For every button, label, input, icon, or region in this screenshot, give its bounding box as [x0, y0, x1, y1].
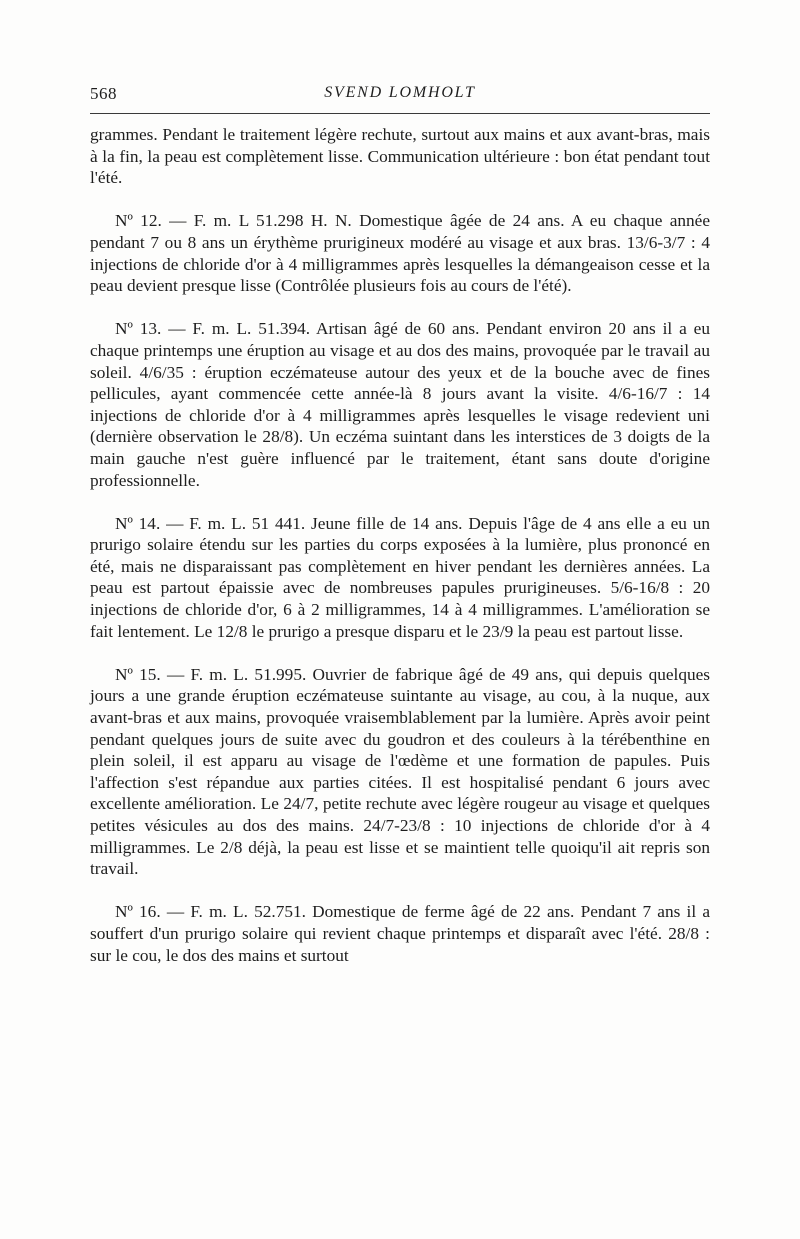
case-paragraph-13: Nº 13. — F. m. L. 51.394. Artisan âgé de 60 ans. Pendant environ 20 ans il a eu chaque printemps une éruption au visage et au dos des mains, provoquée par le travail au soleil. 4/6/35 : éruption eczémateuse autour des yeux et de la bouche avec de fines pellicules, ayant commencée cette année-là 8 jours avant la visite. 4/6-16/7 : 14 injections de chloride d'or à 4 milligrammes après lesquelles le visage redevient uni (dernière observation le 28/8). Un eczéma suintant dans les interstices de 3 doigts de la main gauche n'est guère influencé par le traitement, étant sans doute d'origine professionnelle.: [90, 319, 710, 490]
case-paragraph-16: Nº 16. — F. m. L. 52.751. Domestique de ferme âgé de 22 ans. Pendant 7 ans il a souffert d'un prurigo solaire qui revient chaque printemps et disparaît avec l'été. 28/8 : sur le cou, le dos des mains et surtout: [90, 902, 710, 965]
running-head: SVEND LOMHOLT: [324, 84, 476, 101]
case-paragraph-14: Nº 14. — F. m. L. 51 441. Jeune fille de 14 ans. Depuis l'âge de 4 ans elle a eu un prurigo solaire étendu sur les parties du corps exposées à la lumière, plus prononcé en été, mais ne disparaissant pas complètement en hiver pendant les dernières années. La peau est partout épaissie avec de nombreuses papules prurigineuses. 5/6-16/8 : 20 injections de chloride d'or, 6 à 2 milligrammes, 14 à 4 milligrammes. L'amélioration se fait lentement. Le 12/8 le prurigo a presque disparu et le 23/9 la peau est partout lisse.: [90, 513, 710, 641]
body-text: [90, 124, 710, 988]
page-number: 568: [90, 84, 117, 103]
case-paragraph-15: Nº 15. — F. m. L. 51.995. Ouvrier de fabrique âgé de 49 ans, qui depuis quelques jours a une grande éruption eczémateuse suintante au visage, au cou, à la nuque, aux avant-bras et aux mains, provoquée vraisemblablement par la lumière. Après avoir peint pendant quelques jours de suite avec du goudron et des couleurs à la térébenthine en plein soleil, il est apparu au visage de l'œdème et une formation de papules. Puis l'affection s'est répandue aux parties citées. Il est hospitalisé pendant 6 jours avec excellente amélioration. Le 24/7, petite rechute avec légère rougeur au visage et quelques petites vésicules au dos des mains. 24/7-23/8 : 10 injections de chloride d'or à 4 milligrammes. Le 2/8 déjà, la peau est lisse et se maintient telle quoiqu'il ait repris son travail.: [90, 664, 710, 879]
case-paragraph-12: Nº 12. — F. m. L 51.298 H. N. Domestique âgée de 24 ans. A eu chaque année pendant 7 ou 8 ans un érythème prurigineux modéré au visage et aux bras. 13/6-3/7 : 4 injections de chloride d'or à 4 milligrammes après lesquelles la démangeaison cesse et la peau devient presque lisse (Contrôlée plusieurs fois au cours de l'été).: [90, 211, 710, 296]
header-rule: [90, 113, 710, 114]
paragraph-continuation: grammes. Pendant le traitement légère rechute, surtout aux mains et aux avant-bras, mais à la fin, la peau est complètement lisse. Communication ultérieure : bon état pendant tout l'été.: [90, 125, 710, 188]
page-header: [90, 84, 710, 108]
